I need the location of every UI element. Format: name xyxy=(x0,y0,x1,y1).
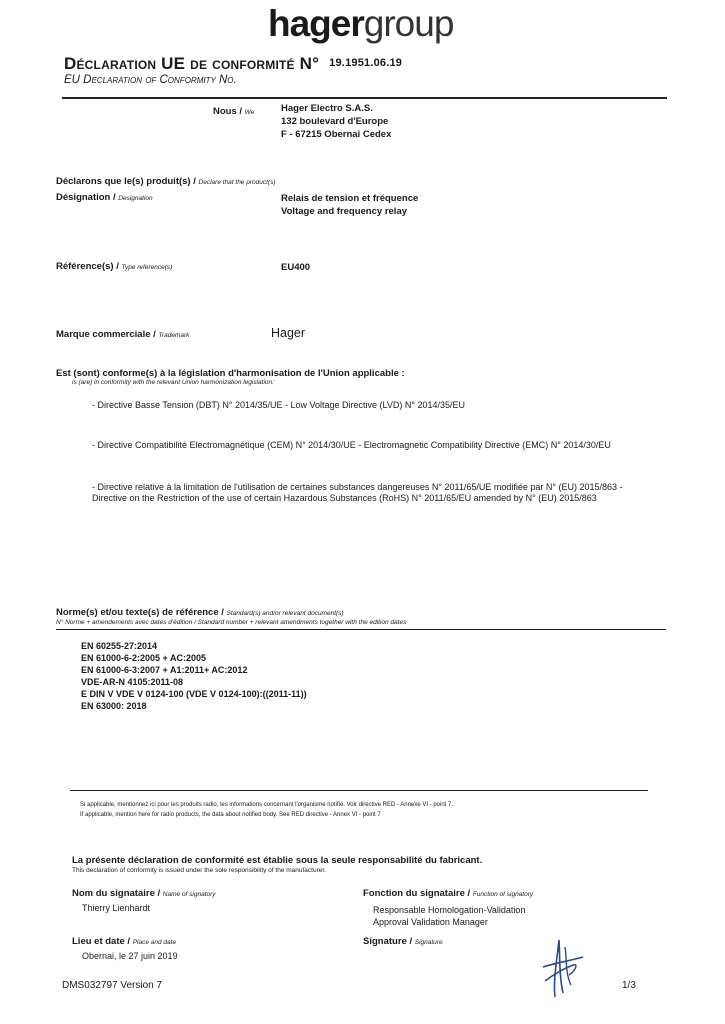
place-date: Obernai, le 27 juin 2019 xyxy=(82,951,178,961)
designation-label: Désignation / Designation xyxy=(56,192,153,203)
responsibility-statement: La présente déclaration de conformité est établie sous la seule responsabilité du fabricant. xyxy=(72,855,483,866)
hagergroup-logo: hagergroup xyxy=(268,3,454,44)
designation-value: Relais de tension et fréquence Voltage and frequency relay xyxy=(281,193,419,217)
handwritten-signature xyxy=(535,935,590,1000)
standard-item: EN 60255-27:2014 xyxy=(81,641,158,651)
trademark-value: Hager xyxy=(271,326,306,340)
nous-label: Nous / We xyxy=(213,106,255,117)
directive-emc: - Directive Compatibilité Electromagnétique (CEM) N° 2014/30/UE - Electromagnetic Compatibility Directive (EMC) N° 2014/30/EU xyxy=(92,440,611,450)
page-title: Déclaration UE de conformité N° 19.1951.06.19 xyxy=(64,54,403,73)
place-date-label: Lieu et date / Place and date xyxy=(72,936,177,947)
standard-item: EN 63000: 2018 xyxy=(81,701,147,711)
radio-note: Si applicable, mentionnez ici pour les produits radio, les informations concernant l'organisme notifié. Voir directive RED - Annexe VI - point 7. If applicable, mention here for radio products, the data about notified body. See RED directive - Annex VI - point 7 xyxy=(80,802,454,818)
standard-item: EN 61000-6-3:2007 + A1:2011+ AC:2012 xyxy=(81,665,248,675)
directive-lvd: - Directive Basse Tension (DBT) N° 2014/35/UE - Low Voltage Directive (LVD) N° 2014/35/EU xyxy=(92,400,466,410)
signatory-function: Responsable Homologation-Validation Approval Validation Manager xyxy=(373,905,526,927)
conformity-label-en: is (are) in conformity with the relevant Union harmonization legislation: xyxy=(72,379,274,386)
responsibility-statement-en: This declaration of conformity is issued under the sole responsibility of the manufacturer. xyxy=(72,867,326,874)
norms-sub: N° Norme + amendements avec dates d'édition / Standard number + relevant amendments together with the edition dates xyxy=(56,619,407,626)
directive-rohs-en: Directive on the Restriction of the use of certain Hazardous Substances (RoHS) N° 2011/65/EU amended by N° (EU) 2015/863 xyxy=(92,493,597,503)
conformity-label: Est (sont) conforme(s) à la législation d'harmonisation de l'Union applicable : xyxy=(56,368,405,379)
company-address: Hager Electro S.A.S. 132 boulevard d'Europe F - 67215 Obernai Cedex xyxy=(281,103,392,140)
page-subtitle: EU Declaration of Conformity No. xyxy=(64,74,237,86)
signatory-name-label: Nom du signataire / Name of signatory xyxy=(72,888,216,899)
directive-rohs-fr: - Directive relative à la limitation de l'utilisation de certaines substances dangereuses N° 2011/65/UE modifiée par N° (EU) 2015/863 - xyxy=(92,482,623,492)
header-divider xyxy=(62,97,667,99)
page-number: 1/3 xyxy=(622,980,636,991)
reference-label: Référence(s) / Type reference(s) xyxy=(56,261,173,272)
standard-item: VDE-AR-N 4105:2011-08 xyxy=(81,677,184,687)
standard-item: EN 61000-6-2:2005 + AC:2005 xyxy=(81,653,206,663)
norms-label: Norme(s) et/ou texte(s) de référence / Standard(s) and/or relevant document(s) xyxy=(56,607,344,618)
declare-label: Déclarons que le(s) produit(s) / Declare that the product(s) xyxy=(56,176,276,187)
document-reference: DMS032797 Version 7 xyxy=(62,980,163,991)
signatory-name: Thierry Lienhardt xyxy=(82,903,151,913)
reference-value: EU400 xyxy=(281,262,311,273)
signature-label: Signature / Signature xyxy=(363,936,443,947)
standards-list xyxy=(81,640,307,712)
signatory-function-label: Fonction du signataire / Function of signatory xyxy=(363,888,534,899)
declaration-number: 19.1951.06.19 xyxy=(329,57,403,69)
radio-divider xyxy=(70,790,648,791)
standard-item: E DIN V VDE V 0124-100 (VDE V 0124-100):((2011-11)) xyxy=(81,689,307,699)
norms-divider xyxy=(56,629,666,630)
trademark-label: Marque commerciale / Trademark xyxy=(56,329,190,340)
